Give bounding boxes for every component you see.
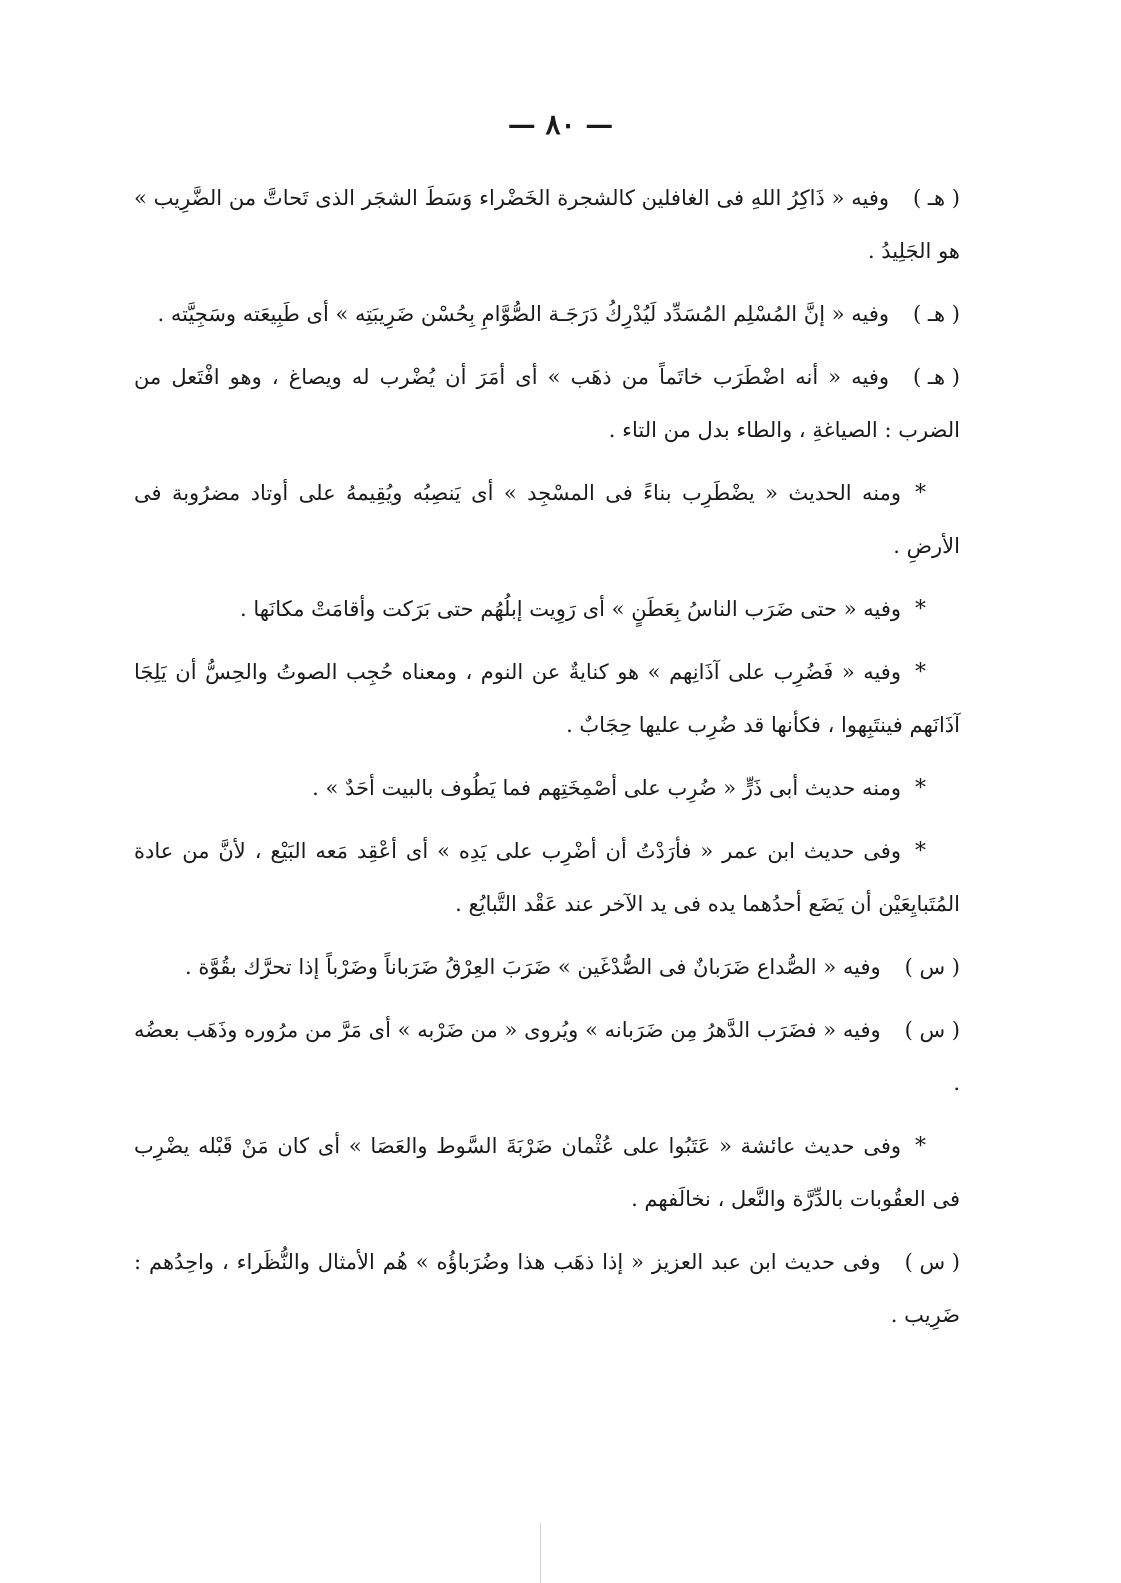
entry-paragraph bbox=[134, 467, 960, 573]
asterisk-marker: * bbox=[915, 597, 926, 622]
page-number: — ٨٠ — bbox=[507, 108, 614, 141]
entry-text: وفى حديث ابن عمر « فأرَدْتُ أن أضْرِب على يَدِه » أى أعْقِد مَعه البَيْع ، لأنَّ من عادة المُتَبايِعَيْن أن يَضَع أحدُهما يده فى يد الآخر عند عَقْد التَّبايُع . bbox=[134, 839, 960, 916]
entry-text: وفى حديث عائشة « عَتَبُوا على عُثْمان ضَرْبَةَ السَّوط والعَصَا » أى كان مَنْ قَبْله يضْرِب فى العقُوبات بالدِّرَّة والنَّعل ، نخالَفهم . bbox=[134, 1134, 960, 1211]
entry-text: وفيه « ذَاكِرُ اللهِ فى الغافلين كالشجرة الخَضْراء وَسَطَ الشجَر الذى تَحاتَّ من الضَّرِيب » هو الجَلِيدُ . bbox=[134, 186, 960, 263]
asterisk-marker: * bbox=[915, 660, 926, 685]
entry-paragraph bbox=[134, 1004, 960, 1110]
entry-paragraph bbox=[134, 351, 960, 457]
entry-paragraph bbox=[134, 762, 960, 815]
asterisk-marker: * bbox=[915, 1134, 927, 1159]
asterisk-marker: * bbox=[915, 776, 926, 801]
entry-source-marker: ( س ) bbox=[904, 1018, 960, 1042]
entry-paragraph bbox=[134, 1236, 960, 1342]
entry-text: ومنه الحديث « يضْطَرِب بناءً فى المسْجِد » أى يَنصِبُه ويُقِيمهُ على أوتاد مضرُوبة فى الأرضِ . bbox=[134, 481, 960, 558]
asterisk-marker: * bbox=[915, 839, 926, 864]
entry-text: وفيه « فَضُرِب على آذَانِهم » هو كنايةٌ عن النوم ، ومعناه حُجِب الصوتُ والحِسُّ أن يَلِجَا آذَانَهم فينتَبِهوا ، فكأنها قد ضُرِب عليها حِجَابٌ . bbox=[134, 660, 960, 737]
entry-text: وفيه « حتى ضَرَب الناسُ بِعَطَنٍ » أى رَوِيت إبلُهُم حتى بَرَكت وأقامَتْ مكانَها . bbox=[239, 597, 901, 621]
entry-paragraph bbox=[134, 941, 960, 994]
entry-text: وفيه « الصُّداع ضَرَبانٌ فى الصُّدْغَين » ضَرَبَ العِرْقُ ضَرَباناً وضَرْباً إذا تحرَّك بقُوَّة . bbox=[185, 955, 881, 979]
entry-source-marker: ( س ) bbox=[904, 955, 960, 979]
entry-paragraph bbox=[134, 646, 960, 752]
entry-paragraph bbox=[134, 825, 960, 931]
page-fold-line bbox=[540, 1523, 541, 1583]
dictionary-text-body bbox=[134, 172, 960, 1352]
entry-paragraph bbox=[134, 288, 960, 341]
entry-text: وفيه « إنَّ المُسْلِم المُسَدِّد لَيُدْرِكُ دَرَجَـة الصُّوَّامِ بِحُسْن ضَرِيبَتِه » أى طَبِيعَته وسَجِيَّته . bbox=[157, 302, 890, 326]
entry-source-marker: ( هـ ) bbox=[913, 186, 960, 210]
asterisk-marker: * bbox=[915, 481, 926, 506]
entry-text: ومنه حديث أبى ذَرٍّ « ضُرِب على أصْمِخَتِهم فما يَطُوف بالبيت أحَدٌ » . bbox=[312, 776, 901, 800]
entry-paragraph bbox=[134, 583, 960, 636]
entry-paragraph bbox=[134, 1120, 960, 1226]
entry-text: وفيه « أنه اضْطَرَب خاتَماً من ذهَب » أى أمَرَ أن يُضْرب له ويصاغ ، وهو افْتَعل من الضرب : الصياغةِ ، والطاء بدل من التاء . bbox=[134, 365, 960, 442]
entry-source-marker: ( س ) bbox=[904, 1250, 960, 1274]
entry-source-marker: ( هـ ) bbox=[913, 365, 960, 389]
entry-text: وفى حديث ابن عبد العزيز « إذا ذهَب هذا وضُرَباؤُه » هُم الأمثال والنُّظَراء ، واحِدُهم : ضَرِيب . bbox=[134, 1250, 960, 1327]
entry-text: وفيه « فضَرَب الدَّهرُ مِن ضَرَبانه » ويُروى « من ضَرْبه » أى مَرَّ من مرُوره وذَهَب بعضُه . bbox=[134, 1018, 960, 1095]
entry-source-marker: ( هـ ) bbox=[913, 302, 960, 326]
entry-paragraph bbox=[134, 172, 960, 278]
